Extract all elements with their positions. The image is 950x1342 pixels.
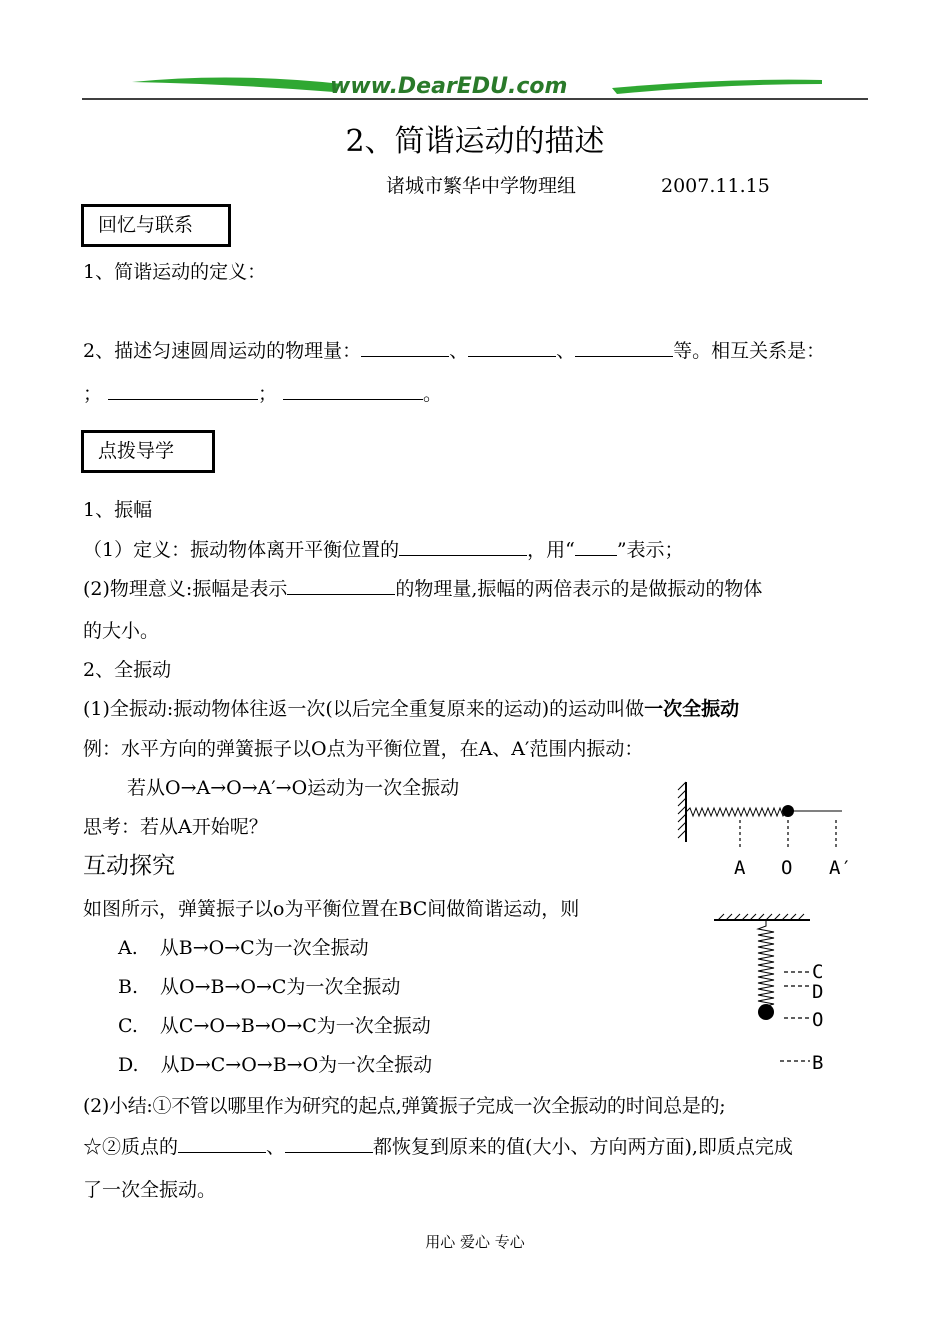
- blank[interactable]: [361, 338, 449, 357]
- q2-line2: ； ； 。: [83, 383, 443, 405]
- footer: 用心 爱心 专心: [425, 1233, 525, 1251]
- vertical-spring-figure: [710, 906, 840, 1078]
- fig2-label-c: C: [812, 961, 824, 983]
- blank[interactable]: [285, 1134, 373, 1153]
- option-b[interactable]: B. 从O→B→O→C为一次全振动: [118, 976, 401, 998]
- summary-line1: (2)小结:①不管以哪里作为研究的起点,弹簧振子完成一次全振动的时间总是的;: [83, 1095, 726, 1117]
- blank[interactable]: [399, 537, 527, 556]
- fig2-label-o: O: [812, 1009, 824, 1031]
- full-vibration-definition: (1)全振动:振动物体往返一次(以后完全重复原来的运动)的运动叫做一次全振动: [83, 698, 740, 720]
- fig2-label-b: B: [812, 1052, 824, 1074]
- q2-line1: 2、描述匀速圆周运动的物理量： 、 、 等。相互关系是：: [83, 340, 826, 362]
- blank[interactable]: [287, 576, 395, 595]
- option-a[interactable]: A. 从B→O→C为一次全振动: [118, 937, 369, 959]
- example-text: 例：水平方向的弹簧振子以O点为平衡位置，在A、A′范围内振动：: [83, 738, 644, 760]
- blank[interactable]: [283, 381, 423, 400]
- section-label-recall: 回忆与联系: [81, 204, 231, 247]
- amplitude-definition: （1）定义：振动物体离开平衡位置的 ，用“ ”表示；: [83, 539, 684, 561]
- fig1-label-o: O: [781, 857, 793, 879]
- option-d[interactable]: D. 从D→C→O→B→O为一次全振动: [118, 1054, 433, 1076]
- q1-definition: 1、简谐运动的定义：: [83, 261, 267, 283]
- blank[interactable]: [575, 537, 617, 556]
- blank[interactable]: [575, 338, 673, 357]
- blank[interactable]: [468, 338, 556, 357]
- summary-line3: 了一次全振动。: [83, 1179, 217, 1201]
- option-c[interactable]: C. 从C→O→B→O→C为一次全振动: [118, 1015, 431, 1037]
- example-text-2: 若从O→A→O→A′→O运动为一次全振动: [127, 777, 460, 799]
- horizontal-spring-figure: [676, 776, 856, 880]
- think-question: 思考：若从A开始呢？: [83, 816, 268, 838]
- logo-text[interactable]: www.DearEDU.com: [330, 74, 568, 99]
- section-label-guide: 点拨导学: [81, 430, 215, 473]
- blank[interactable]: [108, 381, 258, 400]
- date: 2007.11.15: [661, 175, 770, 197]
- summary-line2: ☆②质点的 、 都恢复到原来的值(大小、方向两方面),即质点完成: [83, 1136, 793, 1158]
- page-title: 2、简谐运动的描述: [345, 124, 605, 159]
- author: 诸城市繁华中学物理组: [386, 175, 577, 197]
- fig1-label-a: A: [734, 857, 746, 879]
- blank[interactable]: [178, 1134, 266, 1153]
- explore-question: 如图所示，弹簧振子以o为平衡位置在BC间做简谐运动，则: [83, 898, 580, 920]
- full-vibration-title: 2、全振动: [83, 659, 172, 681]
- amplitude-title: 1、振幅: [83, 499, 153, 521]
- section-label-explore: 互动探究: [83, 853, 175, 879]
- amplitude-meaning: (2)物理意义:振幅是表示 的物理量,振幅的两倍表示的是做振动的物体: [83, 578, 763, 600]
- amplitude-meaning-cont: 的大小。: [83, 620, 160, 642]
- fig2-label-d: D: [812, 981, 824, 1003]
- fig1-label-a-prime: A′: [829, 857, 852, 879]
